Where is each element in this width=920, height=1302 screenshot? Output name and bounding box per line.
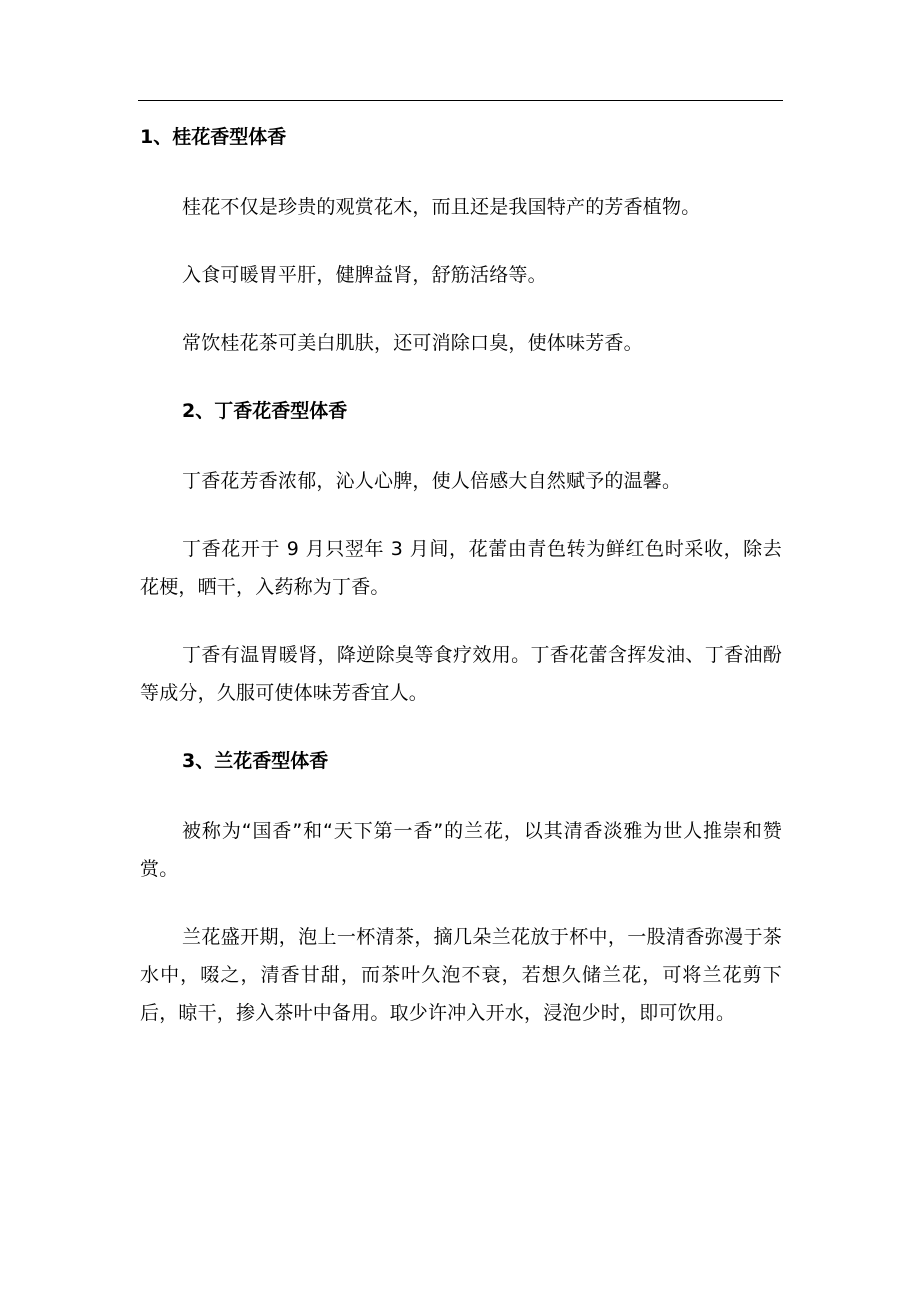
paragraph: 兰花盛开期，泡上一杯清茶，摘几朵兰花放于杯中，一股清香弥漫于茶水中，啜之，清香甘甜，而茶叶久泡不衰，若想久储兰花，可将兰花剪下后，晾干，掺入茶叶中备用。取少许冲入开水，浸泡少时，即可饮用。 xyxy=(140,926,782,1024)
paragraph: 桂花不仅是珍贵的观赏花木，而且还是我国特产的芳香植物。 xyxy=(182,196,701,218)
paragraph: 被称为“国香”和“天下第一香”的兰花，以其清香淡雅为世人推崇和赞赏。 xyxy=(140,820,782,880)
paragraph: 丁香花芳香浓郁，沁人心脾，使人倍感大自然赋予的温馨。 xyxy=(182,470,682,492)
paragraph: 常饮桂花茶可美白肌肤，还可消除口臭，使体味芳香。 xyxy=(182,332,643,354)
header-rule xyxy=(138,100,783,101)
section-heading: 1、桂花香型体香 xyxy=(140,126,287,148)
document-body xyxy=(140,118,782,1032)
paragraph: 丁香有温胃暖肾，降逆除臭等食疗效用。丁香花蕾含挥发油、丁香油酚等成分，久服可使体味芳香宜人。 xyxy=(140,644,782,704)
paragraph: 入食可暖胃平肝，健脾益肾，舒筋活络等。 xyxy=(182,264,547,286)
section-heading: 3、兰花香型体香 xyxy=(182,750,329,772)
paragraph: 丁香花开于 9 月只翌年 3 月间，花蕾由青色转为鲜红色时采收，除去花梗，晒干，入药称为丁香。 xyxy=(140,538,782,598)
section-heading: 2、丁香花香型体香 xyxy=(182,400,348,422)
